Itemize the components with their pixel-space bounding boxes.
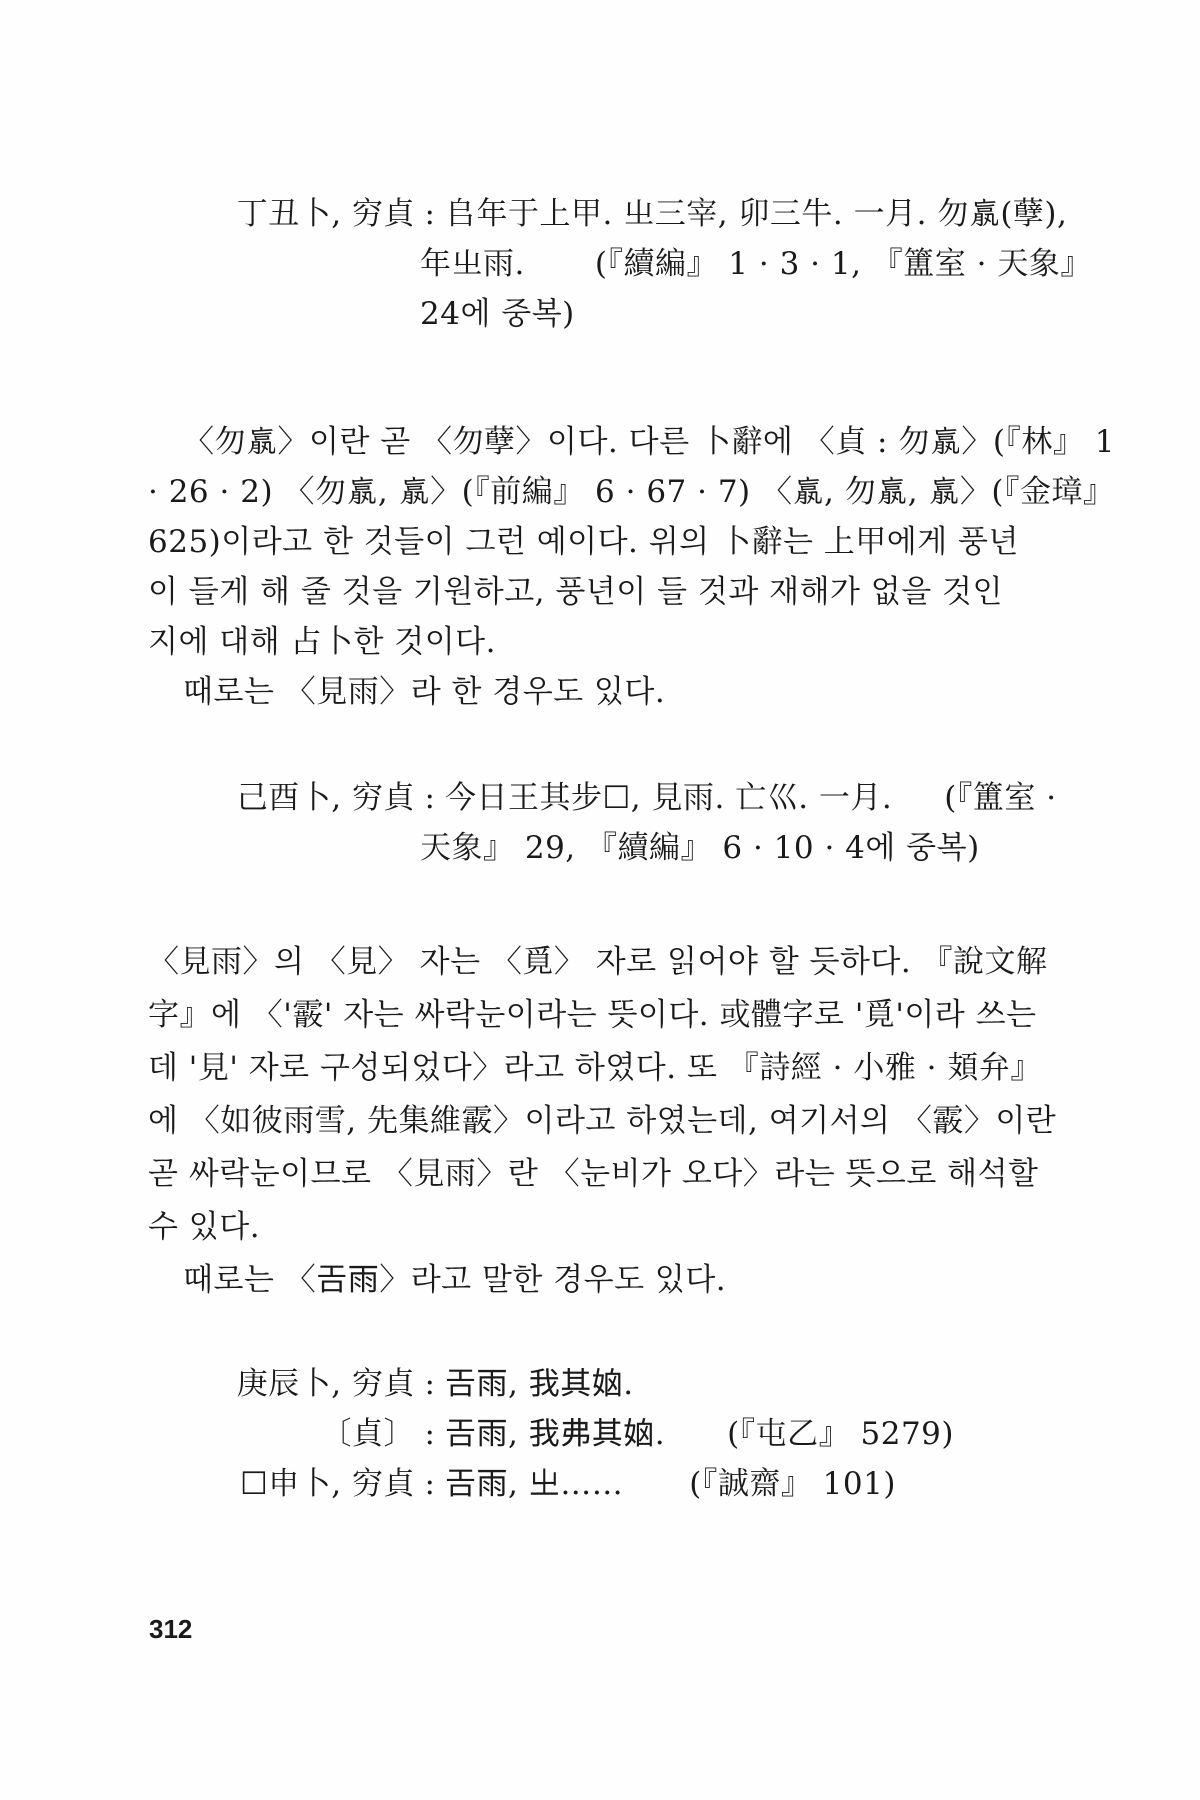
inscription-line: [420, 294, 575, 334]
inscription-text: 24에 중복): [420, 296, 575, 332]
paragraph-line: · 26 · 2) 〈勿𦝠, 𦝠〉(『前編』 6 · 67 · 7) 〈𦝠, 勿𦝠, 𦝠〉(『金璋』: [148, 474, 1115, 510]
paragraph-line: 字』에 〈'霰' 자는 싸락눈이라는 뜻이다. 或體字로 '覓'이라 쓰는: [148, 997, 1037, 1033]
inscription-source: (『誠齋』 101): [689, 1466, 896, 1502]
body-paragraph-2: 때로는 〈見雨〉라 한 경우도 있다.: [183, 674, 666, 710]
inscription-line: [190, 778, 1057, 818]
inscription-header: 〔貞〕: [320, 1416, 415, 1452]
inscription-text: 今日王其步☐, 見雨. 亡巛. 一月.: [445, 780, 893, 816]
paragraph-line: 수 있다.: [148, 1209, 261, 1245]
paragraph-line: 곧 싸락눈이므로 〈見雨〉란 〈눈비가 오다〉라는 뜻으로 해석할: [148, 1156, 1039, 1192]
inscription-line: [190, 1464, 896, 1504]
paragraph-line: 데 '見' 자로 구성되었다〉라고 하였다. 또 『詩經 · 小雅 · 頍弁』: [148, 1050, 1042, 1086]
paragraph-line: 지에 대해 占卜한 것이다.: [148, 624, 496, 660]
inscription-line: [420, 828, 980, 868]
paragraph-line: 이 들게 해 줄 것을 기원하고, 풍년이 들 것과 재해가 없을 것인: [148, 574, 1003, 610]
inscription-header: ☐申卜, 穷貞: [240, 1466, 415, 1502]
inscription-colon: :: [424, 1466, 436, 1502]
inscription-source: (『簠室 ·: [944, 780, 1057, 816]
inscription-header: 庚辰卜, 穷貞: [236, 1366, 415, 1402]
paragraph-line: 에 〈如彼雨雪, 先集維霰〉이라고 하였는데, 여기서의 〈霰〉이란: [148, 1103, 1057, 1139]
inscription-header: 己酉卜, 穷貞: [236, 780, 415, 816]
inscription-line: [190, 194, 1067, 234]
inscription-source: (『續編』 1 · 3 · 1, 『簠室 · 天象』: [594, 246, 1092, 282]
inscription-line: [190, 1364, 634, 1404]
paragraph-line: 625)이라고 한 것들이 그런 예이다. 위의 卜辭는 上甲에게 풍년: [148, 524, 1019, 560]
body-paragraph-4: 때로는 〈𢀛雨〉라고 말한 경우도 있다.: [183, 1262, 727, 1298]
inscription-line: [190, 1414, 954, 1454]
paragraph-line: 〈見雨〉의 〈見〉 자는 〈覓〉 자로 읽어야 할 듯하다. 『說文解: [148, 944, 1048, 980]
inscription-header: 丁丑卜, 穷貞: [236, 196, 415, 232]
inscription-colon: :: [424, 780, 436, 816]
inscription-text: 𢀛雨, 我弗其𡜧.: [445, 1416, 666, 1452]
inscription-text: 天象』 29, 『續編』 6 · 10 · 4에 중복): [420, 830, 980, 866]
inscription-text: 年㞢雨.: [420, 246, 525, 282]
inscription-text: 𢀛雨, 我其𡜧.: [445, 1366, 634, 1402]
inscription-colon: :: [424, 1416, 436, 1452]
paragraph-line: 〈勿𦝠〉이란 곧 〈勿孽〉이다. 다른 卜辭에 〈貞 : 勿𦝠〉(『林』 1: [183, 424, 1116, 460]
inscription-colon: :: [424, 196, 436, 232]
inscription-text: 𢀛雨, 㞢……: [445, 1466, 624, 1502]
inscription-text: 𠂤年于上甲. 㞢三宰, 卯三牛. 一月. 勿𦝠(孽),: [445, 196, 1068, 232]
page-number: 312: [149, 1614, 193, 1644]
inscription-source: (『屯乙』 5279): [727, 1416, 954, 1452]
inscription-line: [420, 244, 1092, 284]
inscription-colon: :: [424, 1366, 436, 1402]
